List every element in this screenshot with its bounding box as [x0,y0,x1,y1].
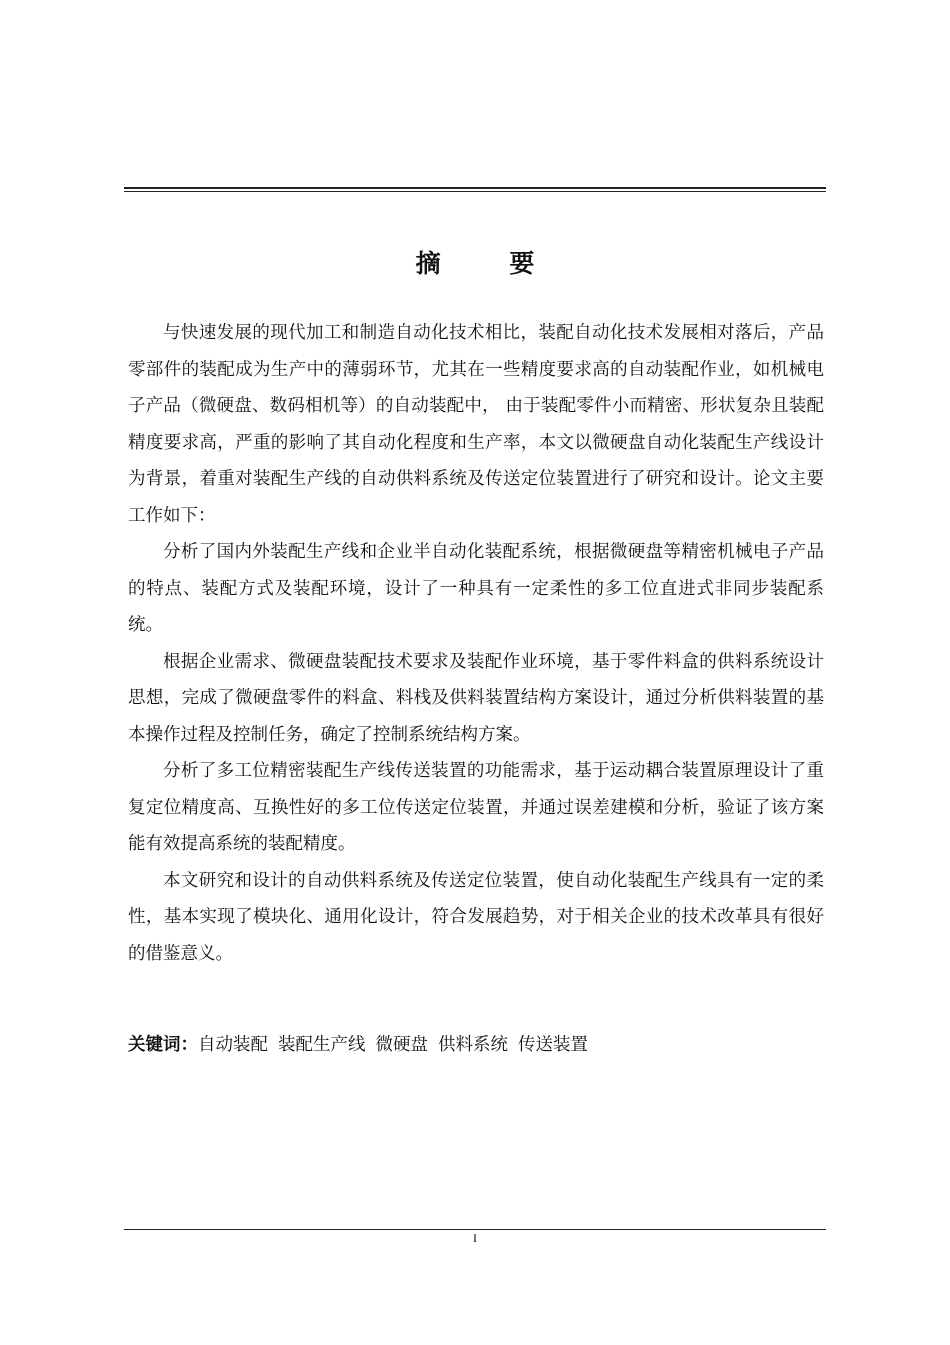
keywords-label: 关键词： [128,1035,198,1055]
keywords-line [128,1030,824,1060]
keyword-item: 装配生产线 [278,1035,366,1055]
keyword-item: 供料系统 [438,1035,508,1055]
page-number: I [473,1231,477,1245]
abstract-paragraph-3: 根据企业需求、微硬盘装配技术要求及装配作业环境，基于零件料盒的供料系统设计思想，完成了微硬盘零件的料盒、料栈及供料装置结构方案设计，通过分析供料装置的基本操作过程及控制任务，确定了控制系统结构方案。 [128,651,824,745]
abstract-paragraph-1: 与快速发展的现代加工和制造自动化技术相比，装配自动化技术发展相对落后，产品零部件的装配成为生产中的薄弱环节，尤其在一些精度要求高的自动装配作业，如机械电子产品（微硬盘、数码相机等）的自动装配中， 由于装配零件小而精密、形状复杂且装配精度要求高，严重的影响了其自动化程度和生产率，本文以微硬盘自动化装配生产线设计为背景，着重对装配生产线的自动供料系统及传送定位装置进行了研究和设计。论文主要工作如下： [128,323,824,526]
page-title: 摘 要 [415,249,565,278]
header-rule [124,187,826,192]
keyword-item: 传送装置 [518,1035,588,1055]
keyword-item: 自动装配 [198,1035,268,1055]
abstract-paragraph-2: 分析了国内外装配生产线和企业半自动化装配系统，根据微硬盘等精密机械电子产品的特点、装配方式及装配环境，设计了一种具有一定柔性的多工位直进式非同步装配系统。 [128,542,824,635]
keyword-item: 微硬盘 [375,1035,428,1055]
abstract-body [128,315,824,972]
abstract-paragraph-5: 本文研究和设计的自动供料系统及传送定位装置，使自动化装配生产线具有一定的柔性，基本实现了模块化、通用化设计，符合发展趋势，对于相关企业的技术改革具有很好的借鉴意义。 [128,870,824,964]
abstract-paragraph-4: 分析了多工位精密装配生产线传送装置的功能需求，基于运动耦合装置原理设计了重复定位精度高、互换性好的多工位传送定位装置，并通过误差建模和分析，验证了该方案能有效提高系统的装配精度。 [128,761,824,854]
